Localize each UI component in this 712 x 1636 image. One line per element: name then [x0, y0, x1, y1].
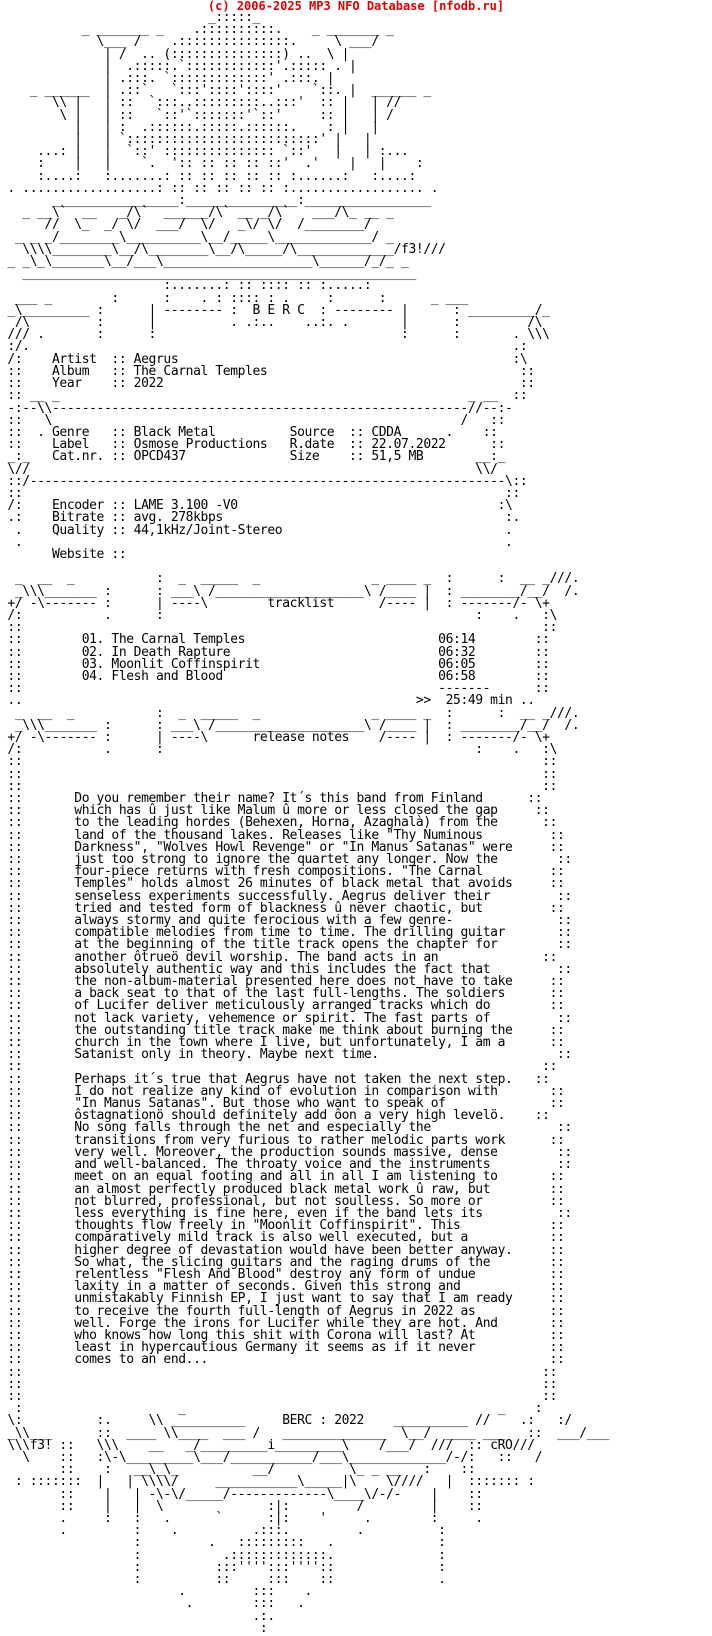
nfo-ascii-document	[0, 12, 609, 1635]
nfo-line: : _ _ :	[0, 1401, 543, 1417]
nfo-line: :: Temples" holds almost 26 minutes of black metal that avoids ::	[0, 876, 565, 892]
nfo-line: :: I do not realize any kind of evolution in comparison with ::	[0, 1083, 565, 1099]
nfo-line: . ::: .	[0, 1596, 305, 1612]
nfo-line: ::/----------------------------------------------------------------\::	[0, 473, 528, 489]
nfo-line: :: the outstanding title track make me think about burning the ::	[0, 1022, 565, 1038]
nfo-line: :: : __\_\_ __/ \_ _ __ : ::	[0, 1462, 476, 1478]
nfo-line: \___ / .:::::::::::::::. \ ___/	[0, 34, 379, 50]
nfo-line: :: Label :: Osmose Productions R.date :: 22.07.2022 ::	[0, 437, 506, 453]
nfo-line: :: very well. Moreover, the production sounds massive, dense ::	[0, 1144, 572, 1160]
nfo-line: . : : . ` :|: ' . : .	[0, 1510, 483, 1526]
nfo-line: :: Do you remember their name? It´s this band from Finland ::	[0, 791, 543, 806]
nfo-line: :: ::	[0, 766, 557, 782]
nfo-line: _ __ _ : _ _____ _ _ ____ _ : : __ _///.	[0, 705, 580, 721]
nfo-line: _:_ Cat.nr. :: OPCD437 Size :: 51,5 MB __:_	[0, 449, 506, 465]
nfo-line: . .	[0, 534, 513, 550]
nfo-line: \\\\________\__/\________\__/\_____/\_____________/f3!///	[0, 241, 446, 257]
nfo-line: :: less everything is fine here, even if the band lets its ::	[0, 1205, 572, 1221]
nfo-line: ___ _ : : . : :::: : . : : _ ___	[0, 290, 468, 306]
nfo-line: :: just too strong to ignore the quartet any longer. Now the ::	[0, 852, 572, 868]
copyright-banner: (c) 2006-2025 MP3 NFO Database [nfodb.ru]	[207, 0, 505, 13]
nfo-line: :: ôstagnationö should definitely add ôon a very high levelö. ::	[0, 1108, 550, 1124]
nfo-line: :: | | -\-\/_____/-------------\____\/-/- | ::	[0, 1486, 483, 1502]
nfo-line: :: compatible melodies from time to time. The drilling guitar ::	[0, 925, 572, 941]
nfo-line: :: well. Forge the irons for Lucifer while they are hot. And ::	[0, 1315, 565, 1331]
nfo-line: /\ : | . .:.. ..:. . | : /\	[0, 315, 543, 331]
nfo-line: :: Year :: 2022 ::	[0, 376, 535, 392]
nfo-line: :: \ / ::	[0, 412, 506, 428]
nfo-line: \ | | :: `::'`:::::::'`::' :: | | /	[0, 107, 394, 123]
nfo-line: ...: | | `::' ::::::::::::::: `::' | | :...	[0, 144, 409, 160]
nfo-line: _ _______ _ .::::::::::. _ _______ _	[0, 22, 394, 38]
nfo-line: . : . .:::. . :	[0, 1523, 446, 1539]
nfo-line: :: No song falls through the net and especially the ::	[0, 1120, 572, 1136]
nfo-line: .: Bitrate :: avg. 278kbps :.	[0, 510, 520, 526]
nfo-line: :: and well-balanced. The throaty voice and the instruments ::	[0, 1157, 572, 1173]
nfo-line: :: 03. Moonlit Coffinspirit 06:05 ::	[0, 656, 550, 672]
nfo-line: \// \\/	[0, 461, 498, 477]
nfo-line: :: to the leading hordes (Behexen, Horna, Azaghalà) from the ::	[0, 815, 557, 831]
nfo-line: : | | `. ':: :: :: :: ::' .' | | :	[0, 156, 424, 172]
nfo-line: :: 02. In Death Rapture 06:32 ::	[0, 644, 550, 660]
nfo-line: . ::: .	[0, 1584, 312, 1600]
nfo-line: :: "In Manus Satanas". But those who want to speak of ::	[0, 1096, 565, 1112]
nfo-line: :: Perhaps it´s true that Aegrus have not taken the next step. ::	[0, 1071, 550, 1087]
nfo-line: :/. .:	[0, 339, 528, 355]
nfo-line: :: thoughts flow freely in "Moonlit Coffinspirit". This ::	[0, 1218, 565, 1234]
nfo-line: :: ::	[0, 1376, 557, 1392]
nfo-line: :	[0, 1620, 268, 1636]
nfo-line: :: ::	[0, 1388, 557, 1404]
nfo-line: _ _\_\_______\__/___\____________________\______/_/_ _	[0, 254, 409, 270]
nfo-line: :: absolutely authentic way and this includes the fact that ::	[0, 961, 572, 977]
nfo-line: :: comes to an end... ::	[0, 1352, 565, 1368]
nfo-line: : :: ::: :: .	[0, 1572, 446, 1587]
nfo-line: :: not lack variety, vehemence or spirit. The fast parts of ::	[0, 1010, 572, 1026]
nfo-line: :: __ _ _ __ ::	[0, 388, 528, 404]
nfo-line: :: at the beginning of the title track opens the chapter for ::	[0, 937, 572, 953]
nfo-line: _\_________ : | -------- : B E R C : -------- | : _________/_	[0, 302, 550, 318]
nfo-line: :: tried and tested form of blackness û never chaotic, but ::	[0, 900, 565, 916]
nfo-line: :: ------- ::	[0, 681, 550, 697]
nfo-line: | | : .::::::.:::::.::::::. : | |	[0, 119, 379, 135]
nfo-line: -:--\\--------------------------------------------------------//--:-	[0, 400, 513, 416]
nfo-line: _\\\_______ : : ___\ /____________________\ /____ | : ________/__/ /.	[0, 717, 580, 733]
nfo-line: _ _ _/________\__________\__/_____\_____________/ _	[0, 229, 394, 245]
nfo-line: :: comparatively mild track is also well executed, but a ::	[0, 1230, 565, 1246]
nfo-line: :: four-piece returns with fresh compositions. "The Carnal ::	[0, 864, 565, 880]
nfo-line: _________________:_______________:_________________	[0, 193, 431, 209]
nfo-line: . Quality :: 44,1kHz/Joint-Stereo .	[0, 522, 513, 538]
nfo-line: _:::::_	[0, 10, 260, 25]
nfo-line: :: land of the thousand lakes. Releases like "Thy Numinous ::	[0, 827, 565, 843]
nfo-line: : ::::::: | | \\\\/ ___________\_____|\ \//// | ::::::: :	[0, 1474, 535, 1490]
nfo-line: :: to receive the fourth full-length of Aegrus in 2022 as ::	[0, 1303, 565, 1319]
nfo-line: :: unmistakably Finnish EP, I just want to say that I am ready ::	[0, 1291, 565, 1307]
nfo-line: :: least in hypercautious Germany it seems as if it never ::	[0, 1340, 565, 1356]
nfo-line: :: the non-album-material presented here does not have to take ::	[0, 974, 565, 990]
nfo-line: :: ::	[0, 1059, 557, 1075]
nfo-line: /: Artist :: Aegrus :\	[0, 351, 528, 367]
nfo-line: Website ::	[0, 546, 127, 562]
nfo-line: _\\\_______ : : ___\ /____________________\ /____ | : ________/__/ /.	[0, 583, 580, 599]
nfo-line: // \_ _/ \/ ___/ \/ _\/ \/ /________/	[0, 217, 372, 233]
nfo-line: :: . Genre :: Black Metal Source :: CDDA . ::	[0, 424, 498, 440]
nfo-line: :: always stormy and quite ferocious with a few genre- ::	[0, 913, 572, 929]
nfo-line: :: meet on an equal footing and all in all I am listening to ::	[0, 1169, 565, 1185]
nfo-line: .. >> 25:49 min ..	[0, 693, 535, 709]
nfo-line: : :::'''':::'''':: :	[0, 1559, 446, 1575]
nfo-line: :: which has û just like Malum û more or less closed the gap ::	[0, 803, 550, 819]
nfo-line: :: Darkness", "Wolves Howl Revenge" or "In Manus Satanas" were ::	[0, 839, 565, 855]
nfo-line: _ ______ | .::` `:::'::::'::::' `::. | ______ _	[0, 83, 431, 99]
nfo-line: | .:::::.`::::::::::::'.::::: . |	[0, 58, 357, 74]
nfo-line: | | `::::::::::::::::::::::::::' | |	[0, 132, 372, 148]
nfo-line: :: So what, the slicing guitars and the raging drums of the ::	[0, 1254, 565, 1270]
nfo-line: \ :: :\-\_________\___/___________/___\_____________/-/: :: /	[0, 1449, 543, 1465]
nfo-line: /// . : : : : . \\\	[0, 327, 550, 343]
nfo-line: :: senseless experiments successfully. Aegrus deliver their ::	[0, 888, 572, 904]
nfo-line: +/ -\------- : | ----\ release notes /---- | : -------/- \+	[0, 729, 550, 745]
nfo-line: :: 04. Flesh and Blood 06:58 ::	[0, 668, 550, 684]
nfo-line: :: another ôtrueö devil worship. The band acts in an ::	[0, 949, 557, 965]
nfo-line: | .:::. `:::::::::::::' .:::. |	[0, 71, 335, 87]
nfo-line: :: ::	[0, 754, 557, 770]
nfo-line: :: a back seat to that of the last full-lengths. The soldiers ::	[0, 986, 565, 1002]
nfo-line: :: | | \ :|: / | ::	[0, 1498, 483, 1514]
nfo-line: _____________________________________________________	[0, 266, 416, 282]
nfo-line: _\\___ :: ____ \\____ ___ / ______________ \__/ ____ ___ :: ___/___	[0, 1425, 609, 1441]
nfo-line: :: ::	[0, 1364, 557, 1380]
nfo-line: : .:::::::::::::. :	[0, 1547, 446, 1563]
nfo-line: .:.	[0, 1608, 275, 1624]
nfo-line: :: relentless "Flesh And Blood" destroy any form of undue ::	[0, 1266, 565, 1282]
nfo-line: :: laxity in a matter of seconds. Given this strong and ::	[0, 1279, 565, 1295]
nfo-line: /: . : : . :\	[0, 607, 557, 623]
nfo-line: :: ::	[0, 778, 557, 794]
nfo-line: . ..................: :: :: :: :: :: :.................. .	[0, 180, 439, 196]
nfo-line: \: :. \\ __________ BERC : 2022 __________ // .: :/	[0, 1413, 572, 1429]
nfo-line: :: an almost perfectly produced black metal work û raw, but ::	[0, 1181, 565, 1197]
nfo-line: :: 01. The Carnal Temples 06:14 ::	[0, 632, 550, 648]
nfo-line: :: who knows how long this shit with Corona will last? At ::	[0, 1327, 565, 1343]
nfo-line: :: of Lucifer deliver meticulously arranged tracks which do ::	[0, 998, 565, 1014]
nfo-line: | / .. (:::::::::::::::) .. \ |	[0, 46, 350, 62]
nfo-line: _ __\` __ _/\` ______/\` __ _/\` ___/\_ __ _	[0, 205, 394, 221]
nfo-line: :: church in the town where I live, but unfortunately, I am a ::	[0, 1035, 565, 1051]
nfo-line: \\\f3! :: \\\ __ _/_________i_________\ /___/ /// :: cRO///	[0, 1437, 535, 1453]
nfo-line: :: Album :: The Carnal Temples ::	[0, 363, 535, 379]
nfo-line: :: Satanist only in theory. Maybe next time. ::	[0, 1047, 572, 1063]
nfo-line: :: ::	[0, 485, 520, 501]
nfo-line: :....: :.......: :: :: :: :: :: :......: :....:	[0, 168, 416, 184]
nfo-line: /: . : : . :\	[0, 742, 557, 758]
nfo-line: :.......: :: :::: :: :.....:	[0, 278, 372, 294]
nfo-line: \\ | | :: `:::..:::::::::..:::' :: | | //	[0, 95, 402, 111]
nfo-line: : . ::::::::: . :	[0, 1535, 446, 1551]
nfo-line: /: Encoder :: LAME 3.100 -V0 :\	[0, 498, 513, 514]
nfo-line: +/ -\------- : | ----\ tracklist /---- | : -------/- \+	[0, 595, 550, 611]
nfo-line: :: ::	[0, 620, 557, 636]
nfo-line: :: not blurred, professional, but not soulless. So more or ::	[0, 1193, 565, 1209]
nfo-line: :: transitions from very furious to rather melodic parts work ::	[0, 1132, 565, 1148]
nfo-line: _ __ _ : _ _____ _ _ ____ _ : : __ _///.	[0, 571, 580, 587]
nfo-line: :: higher degree of devastation would have been better anyway. ::	[0, 1242, 565, 1258]
